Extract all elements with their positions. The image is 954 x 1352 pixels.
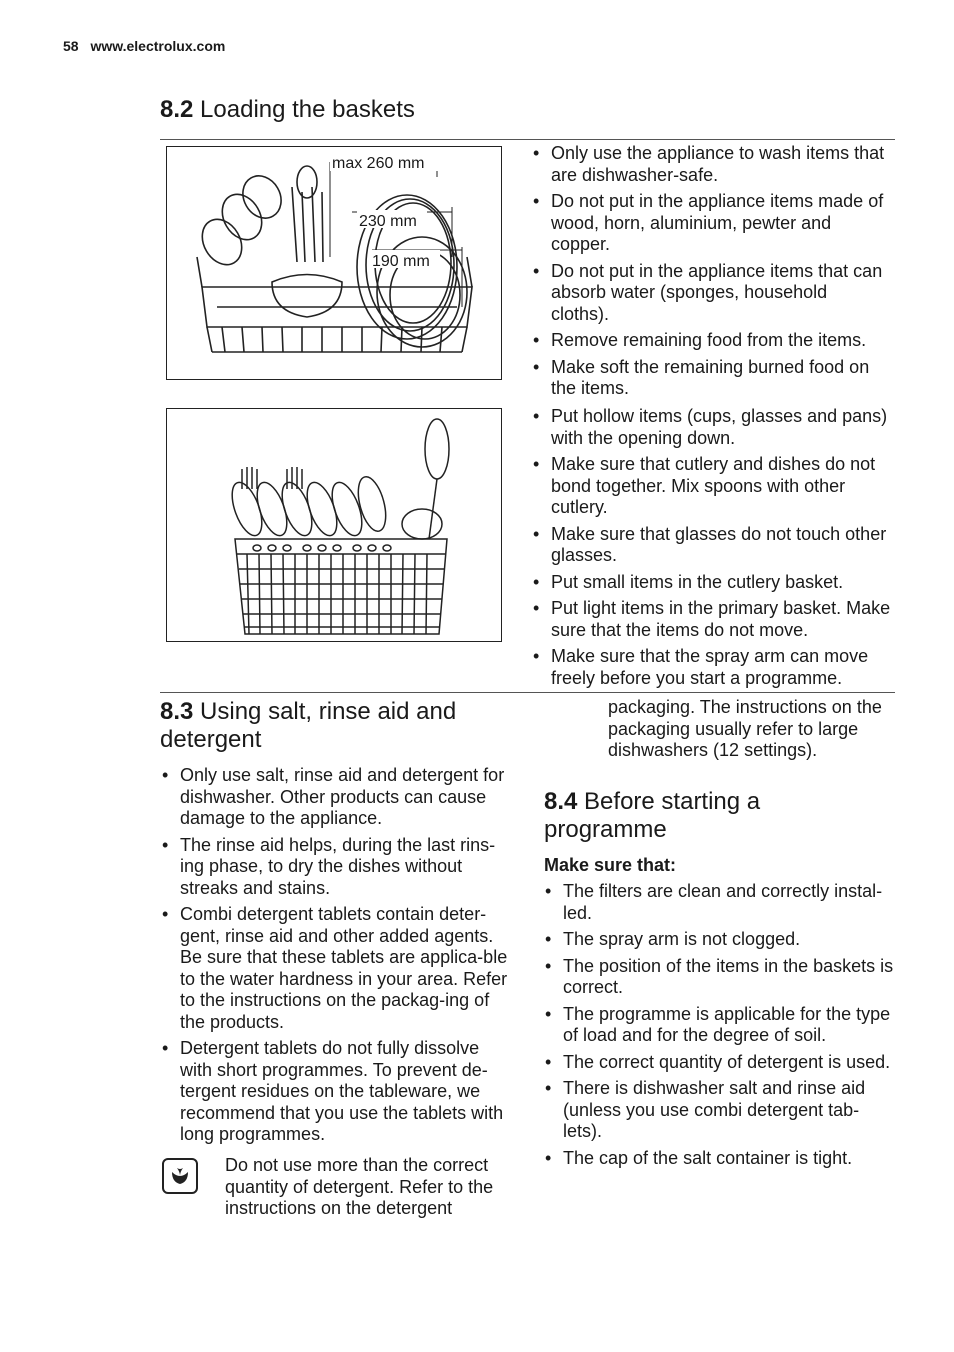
- page-number: 58: [63, 38, 79, 54]
- list-item: • The rinse aid helps, during the last rins-ing phase, to dry the dishes without streaks and stains.: [162, 835, 512, 900]
- basket-plates-figure: [166, 146, 502, 380]
- list-item: • There is dishwasher salt and rinse aid (unless you use combi detergent tab-lets).: [545, 1078, 895, 1143]
- list-item: • Make sure that the spray arm can move freely before you start a programme.: [533, 646, 893, 689]
- list-item: • Only use salt, rinse aid and detergent for dishwasher. Other products can cause damage to the appliance.: [162, 765, 512, 830]
- website: www.electrolux.com: [90, 38, 226, 54]
- list-item: • Detergent tablets do not fully dissolve with short programmes. To prevent de-tergent residues on the tableware, we recommend that you use the tablets with long programmes.: [162, 1038, 512, 1146]
- section-rule: [160, 139, 895, 140]
- section-title: Loading the baskets: [200, 96, 415, 123]
- list-item: • The correct quantity of detergent is used.: [545, 1052, 895, 1074]
- list-item: • Make soft the remaining burned food on the items.: [533, 357, 888, 400]
- section-title: Using salt, rinse aid and detergent: [160, 698, 457, 753]
- list-item: • Make sure that glasses do not touch other glasses.: [533, 524, 893, 567]
- leaf-icon: [168, 1164, 192, 1188]
- section-8-3-heading: [160, 698, 490, 754]
- list-item: • Make sure that cutlery and dishes do not bond together. Mix spoons with other cutlery.: [533, 454, 893, 519]
- list-item: • Combi detergent tablets contain deter-gent, rinse aid and other added agents. Be sure that these tablets are applica-ble to the water hardness in your area. Refer to the instructions on the packag-ing of the products.: [162, 904, 512, 1033]
- note-text-continued: packaging. The instructions on the packaging usually refer to large dishwashers (12 settings).: [608, 697, 882, 760]
- environment-note-icon: [162, 1158, 198, 1194]
- cutlery-basket-illustration: [167, 409, 501, 641]
- list-item: • The filters are clean and correctly instal-led.: [545, 881, 895, 924]
- basket-plates-illustration: [167, 147, 501, 379]
- list-item: • Do not put in the appliance items that can absorb water (sponges, household cloths).: [533, 261, 888, 326]
- section-number: 8.2: [160, 96, 194, 123]
- cutlery-basket-figure: [166, 408, 502, 642]
- section-number: 8.3: [160, 698, 194, 725]
- dim-max-label: max 260 mm: [332, 155, 425, 172]
- note-text: Do not use more than the correct quantity of detergent. Refer to the instructions on the detergent: [225, 1155, 494, 1218]
- pre-start-checklist: [545, 881, 895, 1174]
- list-item: • The cap of the salt container is tight.: [545, 1148, 895, 1170]
- list-item: • Do not put in the appliance items made of wood, horn, aluminium, pewter and copper.: [533, 191, 888, 256]
- list-item: • Put light items in the primary basket. Make sure that the items do not move.: [533, 598, 893, 641]
- loading-rules-list-b: [533, 406, 893, 694]
- page-header: [63, 38, 225, 54]
- list-item: • The spray arm is not clogged.: [545, 929, 895, 951]
- list-item: • Put hollow items (cups, glasses and pans) with the opening down.: [533, 406, 893, 449]
- list-item: • The programme is applicable for the type of load and for the degree of soil.: [545, 1004, 895, 1047]
- list-item: • Put small items in the cutlery basket.: [533, 572, 893, 594]
- section-title: Before starting a programme: [544, 788, 761, 843]
- dim-min-label: 190 mm: [372, 253, 430, 270]
- section-8-2-heading: [160, 96, 415, 124]
- loading-rules-list-a: [533, 143, 888, 405]
- salt-detergent-list: [162, 765, 512, 1151]
- section-rule: [160, 692, 895, 693]
- checklist-subheading: Make sure that:: [544, 855, 677, 875]
- dim-mid-label: 230 mm: [359, 213, 417, 230]
- section-8-4-heading: [544, 788, 844, 844]
- list-item: • The position of the items in the baskets is correct.: [545, 956, 895, 999]
- section-number: 8.4: [544, 788, 578, 815]
- list-item: • Remove remaining food from the items.: [533, 330, 888, 352]
- list-item: • Only use the appliance to wash items that are dishwasher-safe.: [533, 143, 888, 186]
